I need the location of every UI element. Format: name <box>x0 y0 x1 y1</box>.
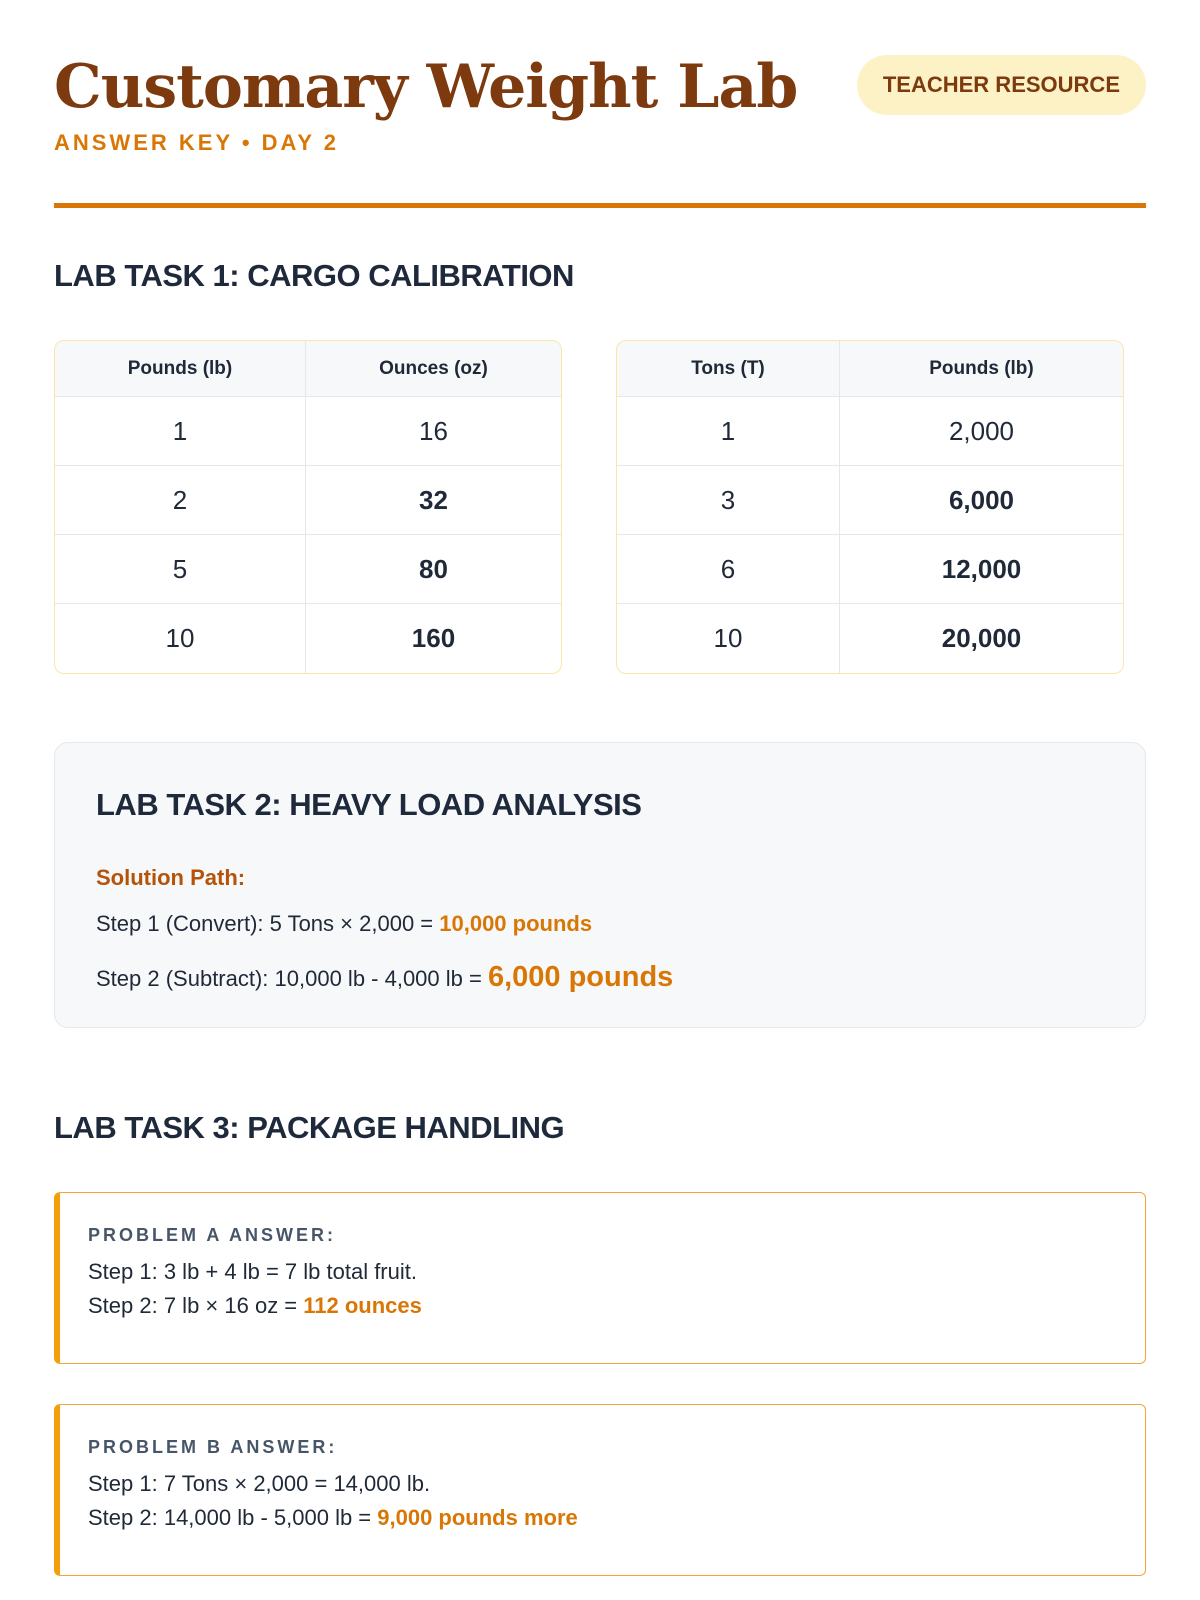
table-header-row <box>617 341 1123 397</box>
step-answer: 112 ounces <box>303 1293 422 1318</box>
problem-step2 <box>88 1505 578 1531</box>
problem-label: PROBLEM A ANSWER: <box>88 1225 336 1245</box>
step-answer: 10,000 pounds <box>439 911 593 936</box>
problem-a-card <box>54 1192 1146 1364</box>
table-row <box>55 604 561 673</box>
pounds-ounces-table <box>54 340 562 674</box>
answer-cell: 20,000 <box>839 604 1123 673</box>
problem-step1: Step 1: 3 lb + 4 lb = 7 lb total fruit. <box>88 1259 417 1284</box>
tons-pounds-table <box>616 340 1124 674</box>
table-cell: 1 <box>55 397 305 466</box>
column-header: Tons (T) <box>617 341 839 397</box>
table-row <box>55 466 561 535</box>
table-cell: 1 <box>617 397 839 466</box>
problem-b-card <box>54 1404 1146 1576</box>
table-cell: 2 <box>55 466 305 535</box>
page-subtitle: ANSWER KEY • DAY 2 <box>54 130 340 155</box>
table-cell: 10 <box>713 623 743 653</box>
solution-label: Solution Path: <box>96 865 246 890</box>
table-row <box>617 604 1123 673</box>
table-cell: 16 <box>305 397 561 466</box>
task1-title: LAB TASK 1: CARGO CALIBRATION <box>54 258 574 293</box>
step-text: Step 1 (Convert): 5 Tons × 2,000 = <box>96 911 440 936</box>
table-row <box>55 397 561 466</box>
answer-key-page <box>54 0 1146 1530</box>
step-text: Step 2 (Subtract): 10,000 lb - 4,000 lb = <box>96 966 488 991</box>
table-row <box>617 535 1123 604</box>
task2-card <box>54 742 1146 1028</box>
answer-cell: 80 <box>305 535 561 604</box>
answer-cell: 32 <box>305 466 561 535</box>
header-divider <box>54 203 1146 208</box>
answer-cell: 12,000 <box>839 535 1123 604</box>
column-header: Pounds (lb) <box>839 341 1123 397</box>
step-text: Step 2: 14,000 lb - 5,000 lb = <box>88 1505 378 1530</box>
table-cell: 6 <box>617 535 839 604</box>
task2-step2 <box>96 961 673 994</box>
teacher-resource-badge: TEACHER RESOURCE <box>857 55 1146 115</box>
table-header-row <box>55 341 561 397</box>
answer-cell: 6,000 <box>839 466 1123 535</box>
column-header: Ounces (oz) <box>305 341 561 397</box>
final-answer: 6,000 pounds <box>487 961 674 993</box>
task2-step1 <box>96 911 592 937</box>
step-text: Step 2: 7 lb × 16 oz = <box>88 1293 304 1318</box>
problem-label: PROBLEM B ANSWER: <box>88 1437 338 1457</box>
task3-title: LAB TASK 3: PACKAGE HANDLING <box>54 1110 565 1145</box>
problem-step2 <box>88 1293 422 1319</box>
table-row <box>55 535 561 604</box>
table-row <box>617 397 1123 466</box>
step-answer: 9,000 pounds more <box>377 1505 578 1530</box>
problem-step1: Step 1: 7 Tons × 2,000 = 14,000 lb. <box>88 1471 431 1496</box>
column-header: Pounds (lb) <box>55 341 305 397</box>
task2-title: LAB TASK 2: HEAVY LOAD ANALYSIS <box>96 787 642 822</box>
page-title: Customary Weight Lab <box>54 52 798 122</box>
table-cell: 3 <box>617 466 839 535</box>
answer-cell: 160 <box>305 604 561 673</box>
table-row <box>617 466 1123 535</box>
header <box>54 0 1146 210</box>
table-cell: 5 <box>55 535 305 604</box>
table-cell: 2,000 <box>839 397 1123 466</box>
table-cell: 10 <box>165 623 195 653</box>
